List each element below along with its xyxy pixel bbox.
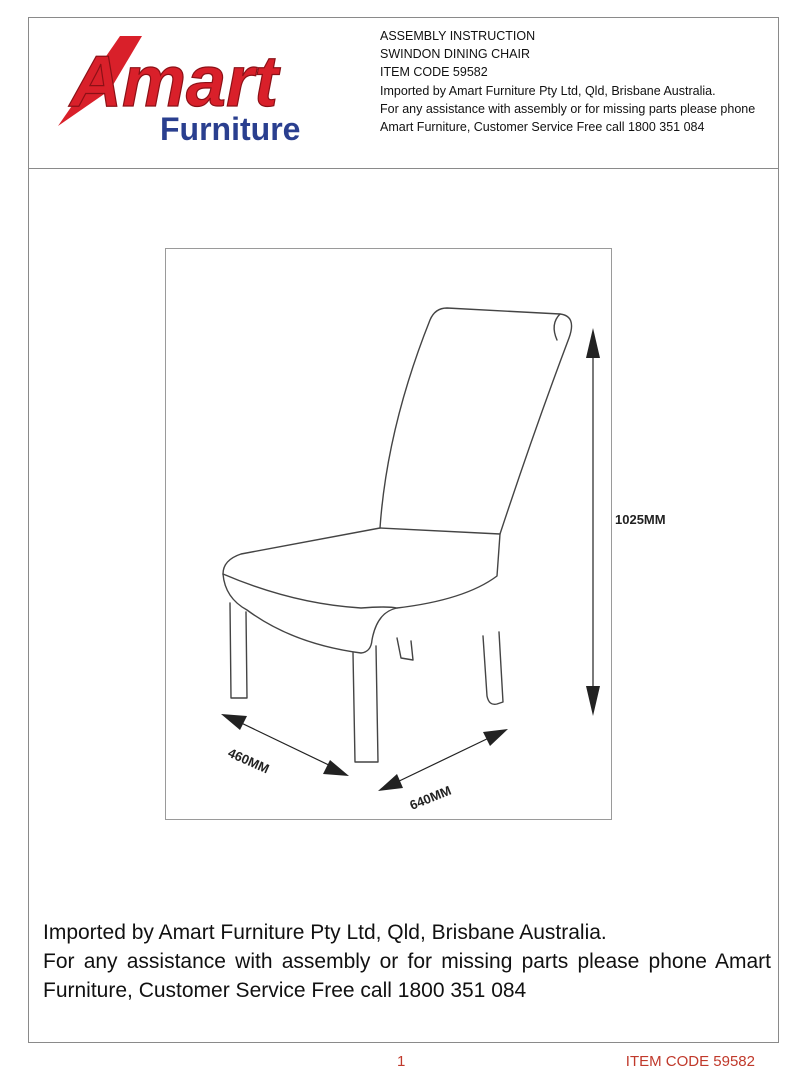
height-label: 1025MM — [615, 512, 666, 527]
depth-dimension — [221, 714, 349, 776]
assistance-text: For any assistance with assembly or for missing parts please phone Amart Furniture, Customer Service Free call 1800 351 084 — [380, 101, 756, 135]
logo-sub-text: Furniture — [160, 111, 301, 147]
depth-label: 460MM — [225, 745, 272, 777]
chair-seat-front-edge — [223, 574, 397, 608]
width-dimension — [378, 729, 508, 813]
chair-drawing — [165, 248, 666, 820]
footer-importer-text: Imported by Amart Furniture Pty Ltd, Qld, Brisbane Australia. — [43, 921, 607, 944]
chair-back-leg-right — [483, 632, 503, 704]
header-divider — [28, 168, 779, 169]
width-label: 640MM — [407, 782, 454, 813]
chair-backrest-roll — [554, 314, 560, 340]
footer-item-code: ITEM CODE 59582 — [625, 1053, 755, 1070]
footer-assistance-text: For any assistance with assembly or for missing parts please phone Amart Furniture, Customer Service Free call 1800 351 084 — [43, 950, 771, 1002]
item-code: ITEM CODE 59582 — [380, 65, 488, 80]
chair-back-leg-left — [397, 638, 413, 660]
importer-text: Imported by Amart Furniture Pty Ltd, Qld, Brisbane Australia. — [380, 83, 716, 98]
product-name: SWINDON DINING CHAIR — [380, 47, 530, 62]
amart-logo — [50, 28, 350, 156]
page-number: 1 — [397, 1053, 406, 1070]
chair-seat — [223, 528, 500, 653]
document-title: ASSEMBLY INSTRUCTION — [380, 29, 536, 43]
header-info — [380, 27, 772, 136]
chair-front-leg-left — [230, 603, 247, 698]
footer-contact-text — [43, 918, 771, 1005]
logo-brand-text: Amart — [70, 42, 279, 122]
chair-front-leg-right — [353, 646, 378, 762]
chair-backrest — [380, 308, 572, 534]
